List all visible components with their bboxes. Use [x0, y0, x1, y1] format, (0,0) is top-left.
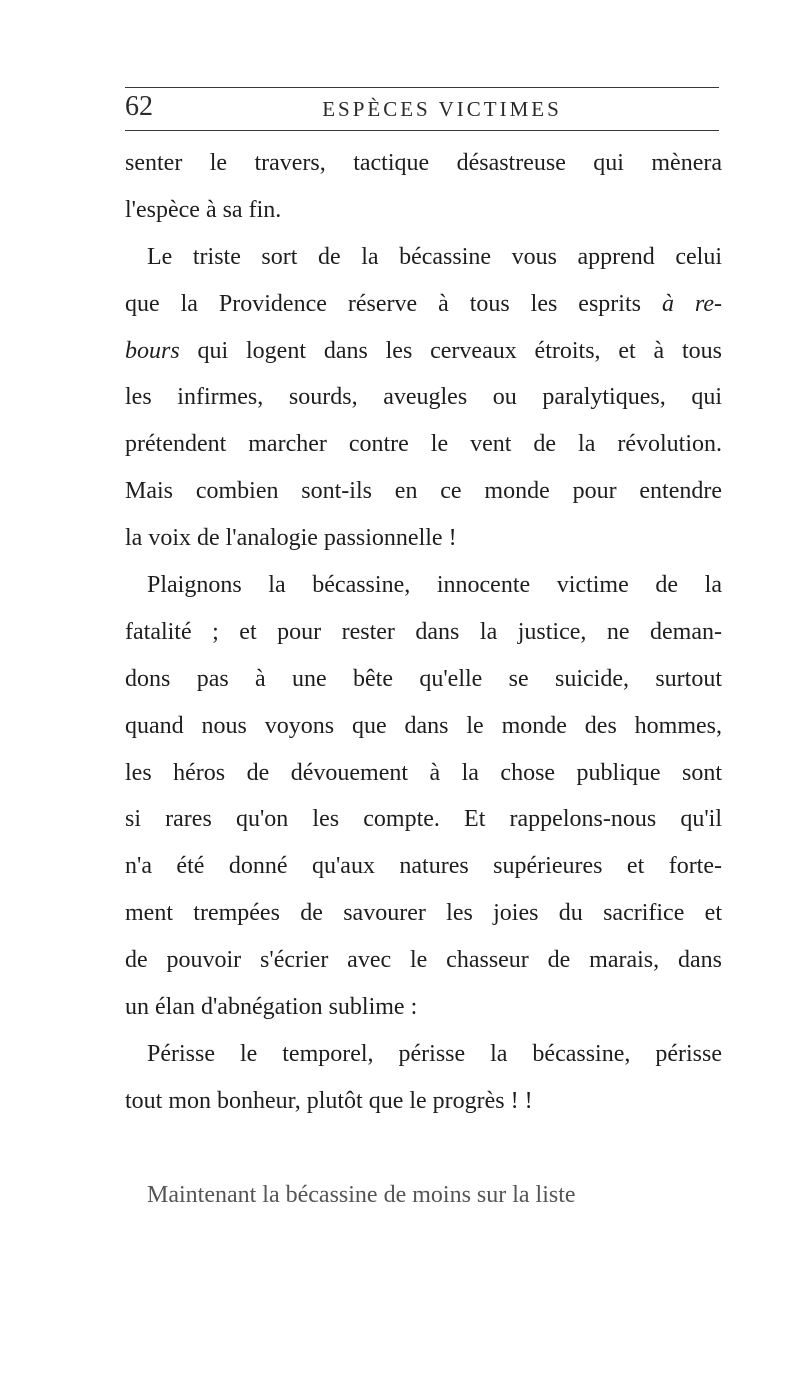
text-line: les héros de dévouement à la chose publique sont [125, 759, 722, 786]
text-line: prétendent marcher contre le vent de la révolution. [125, 431, 722, 458]
paragraph-start-line: Maintenant la bécassine de moins sur la liste [147, 1181, 576, 1208]
text-line: Mais combien sont-ils en ce monde pour entendre [125, 478, 722, 505]
header-rule-top [125, 87, 719, 88]
text-line: fatalité ; et pour rester dans la justice, ne deman- [125, 618, 722, 645]
running-title: ESPÈCES VICTIMES [322, 97, 562, 121]
text-line: la voix de l'analogie passionnelle ! [125, 525, 457, 552]
text-line: les infirmes, sourds, aveugles ou paralytiques, qui [125, 384, 722, 411]
text-line: de pouvoir s'écrier avec le chasseur de marais, dans [125, 947, 722, 974]
text-line: quand nous voyons que dans le monde des hommes, [125, 712, 722, 739]
text-line: n'a été donné qu'aux natures supérieures et forte- [125, 853, 722, 880]
text-line: un élan d'abnégation sublime : [125, 994, 418, 1021]
text-line [125, 328, 722, 375]
text-line: si rares qu'on les compte. Et rappelons-nous qu'il [125, 806, 722, 833]
text-line: l'espèce à sa fin. [125, 196, 282, 223]
body-text [125, 140, 722, 1218]
text-line: dons pas à une bête qu'elle se suicide, surtout [125, 665, 722, 692]
paragraph-start-line: Périsse le temporel, périsse la bécassine, périsse [147, 1040, 722, 1067]
text-span: que la Providence réserve à tous les esprits [125, 290, 662, 317]
paragraph-start-line: Plaignons la bécassine, innocente victime de la [147, 572, 722, 599]
text-line: senter le travers, tactique désastreuse qui mènera [125, 150, 722, 176]
paragraph-start-line: Le triste sort de la bécassine vous apprend celui [147, 243, 722, 270]
text-line: ment trempées de savourer les joies du sacrifice et [125, 900, 722, 927]
page-number: 62 [125, 91, 153, 122]
text-span: qui logent dans les cerveaux étroits, et à tous [179, 337, 722, 364]
text-line: tout mon bonheur, plutôt que le progrès ! ! [125, 1087, 533, 1114]
page-header [125, 90, 719, 126]
italic-text: bours [125, 337, 180, 364]
italic-text: à re- [661, 290, 722, 317]
text-line [125, 281, 722, 328]
paragraph-gap [125, 1125, 722, 1172]
header-rule-bottom [125, 130, 719, 131]
